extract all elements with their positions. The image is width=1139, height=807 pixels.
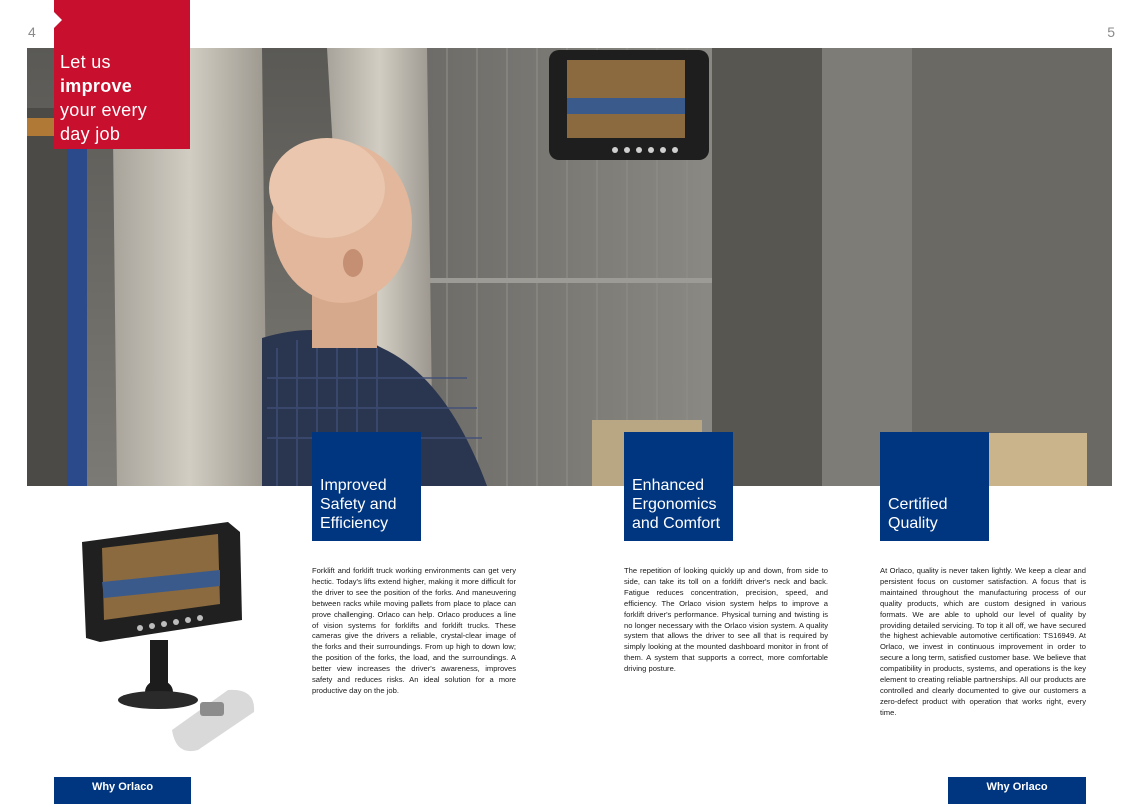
section-heading-safety — [312, 432, 421, 541]
page-number-right: 5 — [1107, 24, 1115, 40]
intro-tag-text — [60, 50, 147, 146]
section-heading-ergonomics — [624, 432, 733, 541]
tag-line-2: improve — [60, 76, 133, 96]
section-body-safety: Forklift and forklift truck working environments can get very hectic. Today's lifts extend higher, making it more difficult for the driver to see the position of the forks. And maneuvering between racks while moving pallets from place to place can prove challenging. Orlaco can help. Orlaco produces a line of vision systems for forklifts and forklift trucks. These cameras give the drivers a reliable, crystal-clear image of the forks and their surroundings. From up high to down low; the position of the forks, the load, and the surroundings. A better view increases the driver's awareness, improves safety and reduces risks. An ideal solution for a more productive day on the job. — [312, 566, 516, 695]
tag-line-3: your every — [60, 100, 148, 120]
heading-line: Quality — [888, 515, 938, 532]
tag-line-1: Let us — [60, 52, 111, 72]
heading-line: Efficiency — [320, 515, 389, 532]
heading-line: Safety and — [320, 496, 397, 513]
heading-line: Certified — [888, 496, 948, 513]
footer-why-orlaco-left[interactable]: Why Orlaco — [54, 777, 191, 804]
page-number-left: 4 — [28, 24, 36, 40]
section-heading-quality — [880, 432, 989, 541]
heading-line: Ergonomics — [632, 496, 717, 513]
section-body-quality: At Orlaco, quality is never taken lightly. We keep a clear and persistent focus on customer satisfaction. A focus that is maintained throughout the manufacturing process of our quality products, which are custom designed in various formats. We are able to uphold our level of quality by providing detailed servicing. To top it all off, we have secured the highest achievable automotive certification: TS16949. At Orlaco, we invest in continuous improvement in order to secure a long term, satisfied customer base. We believe that compatibility in products, systems, and operations is the key element to creating reliable partnerships. All our products are controlled and clearly documented to give our customers a zero-defect product with operation that works right, every time. — [880, 566, 1086, 717]
heading-line: Enhanced — [632, 477, 705, 494]
intro-tag — [54, 0, 190, 149]
tag-notch-icon — [54, 12, 62, 28]
heading-line: and Comfort — [632, 515, 721, 532]
heading-line: Improved — [320, 477, 387, 494]
tag-line-4: day job — [60, 124, 121, 144]
product-image — [78, 520, 260, 772]
section-body-ergonomics: The repetition of looking quickly up and down, from side to side, can take its toll on a forklift driver's neck and back. Fatigue reduces concentration, precision, speed, and efficiency. The Orlaco vision system helps to improve a forklift driver's performance. Physical turning and twisting is no longer necessary with the Orlaco vision system. A quality system that allows the driver to see all that is required by simply looking at the mounted dashboard monitor in front of them. A system that supports a correct, more comfortable driving posture. — [624, 566, 828, 674]
footer-why-orlaco-right[interactable]: Why Orlaco — [948, 777, 1086, 804]
